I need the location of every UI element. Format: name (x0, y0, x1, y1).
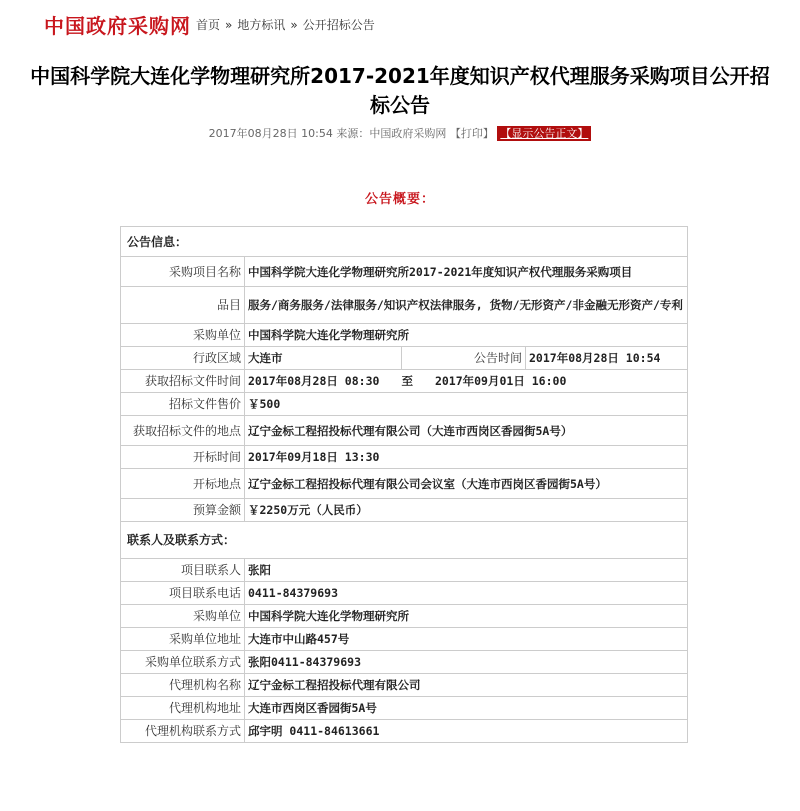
article-source: 来源：中国政府采购网 (336, 127, 447, 140)
print-link[interactable]: 【打印】 (449, 127, 494, 140)
row-value: 2017年09月18日 13:30 (245, 446, 688, 469)
table-row (121, 324, 688, 347)
table-row (121, 605, 688, 628)
breadcrumb-local-bids[interactable]: 地方标讯 (237, 18, 286, 32)
table-row (121, 651, 688, 674)
row-value: 辽宁金标工程招投标代理有限公司 (245, 674, 688, 697)
page-title: 中国科学院大连化学物理研究所2017-2021年度知识产权代理服务采购项目公开招标公告 (30, 64, 770, 117)
doc-time-label: 获取招标文件时间 (121, 370, 245, 393)
row-label: 代理机构名称 (121, 674, 245, 697)
row-value: 大连市中山路457号 (245, 628, 688, 651)
row-label: 采购单位联系方式 (121, 651, 245, 674)
row-label: 获取招标文件的地点 (121, 416, 245, 446)
table-row (121, 582, 688, 605)
breadcrumb-separator: » (225, 18, 233, 32)
row-label: 项目联系人 (121, 559, 245, 582)
row-value: 张阳 (245, 559, 688, 582)
row-label: 采购单位 (121, 605, 245, 628)
breadcrumb-separator: » (290, 18, 298, 32)
table-row (121, 393, 688, 416)
row-value: 0411-84379693 (245, 582, 688, 605)
row-label: 预算金额 (121, 499, 245, 522)
doc-time-start: 2017年08月28日 08:30 (248, 374, 380, 388)
breadcrumb-public-tender[interactable]: 公开招标公告 (302, 18, 375, 32)
breadcrumb-home[interactable]: 首页 (196, 18, 221, 32)
breadcrumb (196, 16, 375, 33)
row-label: 品目 (121, 287, 245, 324)
announce-time-label: 公告时间 (402, 347, 526, 370)
table-row (121, 720, 688, 743)
contacts-section-title: 联系人及联系方式： (121, 522, 688, 559)
table-row (121, 347, 688, 370)
row-value: 邱宇明 0411-84613661 (245, 720, 688, 743)
table-row (121, 697, 688, 720)
row-value: 中国科学院大连化学物理研究所 (245, 324, 688, 347)
announcement-table (120, 226, 688, 743)
row-value: ￥2250万元（人民币） (245, 499, 688, 522)
article-meta (0, 125, 800, 141)
row-label: 采购单位 (121, 324, 245, 347)
row-value: 张阳0411-84379693 (245, 651, 688, 674)
section-row (121, 522, 688, 559)
row-label: 代理机构地址 (121, 697, 245, 720)
table-row (121, 370, 688, 393)
table-row (121, 628, 688, 651)
row-value: ￥500 (245, 393, 688, 416)
table-row (121, 446, 688, 469)
row-label: 采购单位地址 (121, 628, 245, 651)
row-label: 采购项目名称 (121, 257, 245, 287)
table-row (121, 674, 688, 697)
doc-time-value (245, 370, 688, 393)
row-value: 中国科学院大连化学物理研究所 (245, 605, 688, 628)
row-value: 辽宁金标工程招投标代理有限公司会议室（大连市西岗区香园街5A号） (245, 469, 688, 499)
row-value: 辽宁金标工程招投标代理有限公司（大连市西岗区香园街5A号） (245, 416, 688, 446)
table-row (121, 257, 688, 287)
publish-datetime: 2017年08月28日 10:54 (208, 127, 333, 140)
row-label: 开标地点 (121, 469, 245, 499)
doc-time-to: 至 (401, 374, 413, 388)
row-value: 中国科学院大连化学物理研究所2017-2021年度知识产权代理服务采购项目 (245, 257, 688, 287)
site-logo[interactable]: 中国政府采购网 (44, 14, 191, 38)
table-row (121, 416, 688, 446)
row-label: 开标时间 (121, 446, 245, 469)
table-row (121, 499, 688, 522)
row-label: 招标文件售价 (121, 393, 245, 416)
top-bar (0, 0, 800, 46)
section-row (121, 227, 688, 257)
row-label: 项目联系电话 (121, 582, 245, 605)
announce-time-value: 2017年08月28日 10:54 (526, 347, 688, 370)
summary-heading: 公告概要： (364, 192, 435, 207)
table-row (121, 559, 688, 582)
doc-time-end: 2017年09月01日 16:00 (434, 374, 567, 388)
info-section-title: 公告信息： (121, 227, 688, 257)
table-row (121, 469, 688, 499)
show-full-text-button[interactable]: 【显示公告正文】 (497, 126, 591, 141)
table-row (121, 287, 688, 324)
row-value: 大连市西岗区香园街5A号 (245, 697, 688, 720)
region-label: 行政区域 (121, 347, 245, 370)
row-label: 代理机构联系方式 (121, 720, 245, 743)
region-value: 大连市 (245, 347, 402, 370)
row-value: 服务/商务服务/法律服务/知识产权法律服务, 货物/无形资产/非金融无形资产/专利 (245, 287, 688, 324)
